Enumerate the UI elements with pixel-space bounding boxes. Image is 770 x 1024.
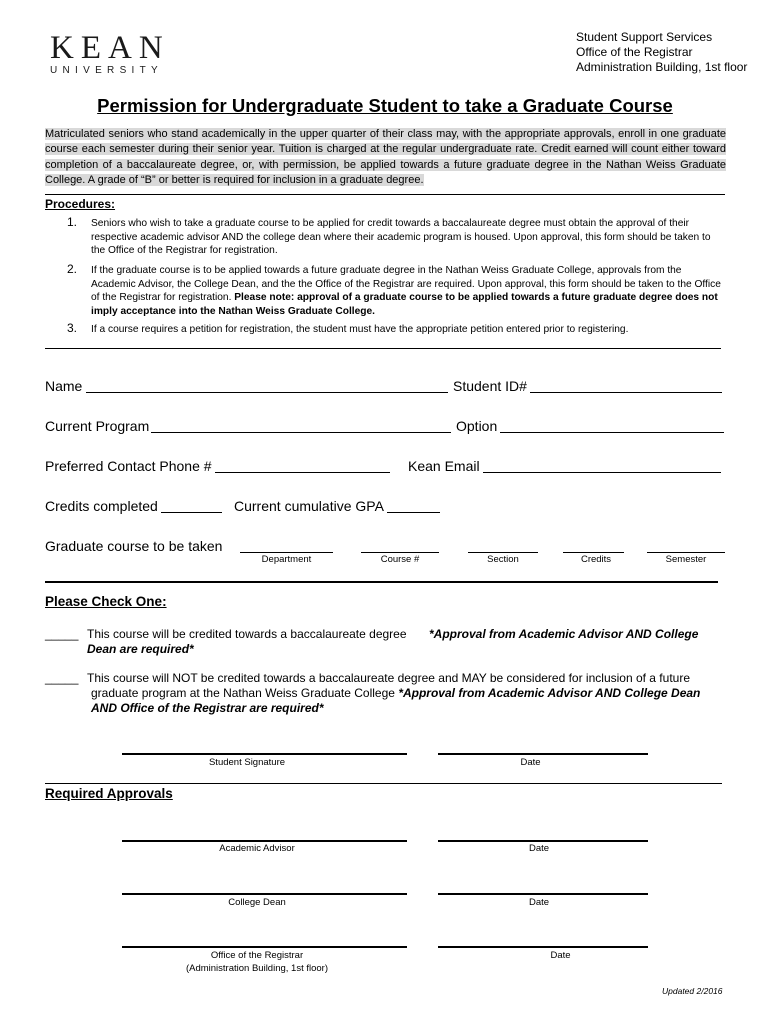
credits-course-field[interactable] bbox=[563, 552, 624, 553]
registrar-location-caption: (Administration Building, 1st floor) bbox=[185, 963, 329, 974]
student-signature-line[interactable] bbox=[122, 753, 407, 755]
course-number-caption: Course # bbox=[380, 554, 420, 565]
student-id-field[interactable] bbox=[530, 392, 722, 393]
student-date-caption: Date bbox=[520, 757, 541, 768]
phone-label: Preferred Contact Phone # bbox=[45, 458, 212, 474]
department-field[interactable] bbox=[240, 552, 333, 553]
email-label: Kean Email bbox=[408, 458, 480, 474]
name-field[interactable] bbox=[86, 392, 448, 393]
advisor-date-line[interactable] bbox=[438, 840, 648, 842]
semester-caption: Semester bbox=[665, 554, 707, 565]
office-line: Office of the Registrar bbox=[576, 45, 693, 59]
credits-caption: Credits bbox=[580, 554, 612, 565]
office-address bbox=[576, 30, 747, 75]
procedure-3-text: If a course requires a petition for registration, the student must have the appropriate petition entered prior to registering. bbox=[91, 324, 629, 335]
procedure-number: 2. bbox=[67, 262, 78, 276]
logo-sub: UNIVERSITY bbox=[50, 65, 164, 76]
kean-logo bbox=[50, 30, 170, 76]
procedure-number: 1. bbox=[67, 215, 78, 229]
department-caption: Department bbox=[261, 554, 312, 565]
procedure-1-text: Seniors who wish to take a graduate course to be applied for credit towards a baccalaureate degree must obtain the approval of their respective academic advisor AND the college dean where their academic program is housed. Upon approval, this form should be taken to the Office of the Registrar for registration. bbox=[91, 218, 711, 256]
advisor-date-caption: Date bbox=[528, 843, 550, 854]
procedures-heading: Procedures: bbox=[45, 197, 116, 211]
section-caption: Section bbox=[487, 554, 519, 565]
option-2-checkbox[interactable]: _____ bbox=[45, 671, 79, 685]
course-number-field[interactable] bbox=[361, 552, 439, 553]
current-program-field[interactable] bbox=[151, 432, 451, 433]
option-1-req: *Approval from Academic Advisor AND College Dean are required* bbox=[87, 627, 699, 656]
procedure-number: 3. bbox=[67, 321, 78, 335]
divider bbox=[45, 194, 725, 195]
option-1-checkbox[interactable]: _____ bbox=[45, 627, 79, 641]
approvals-heading: Required Approvals bbox=[45, 786, 173, 801]
office-line: Student Support Services bbox=[576, 30, 713, 44]
option-2-req: *Approval from Academic Advisor AND College Dean AND Office of the Registrar are required* bbox=[91, 686, 701, 715]
registrar-caption: Office of the Registrar bbox=[210, 950, 304, 961]
registrar-signature-line[interactable] bbox=[122, 946, 407, 948]
option-2-desc: This course will NOT be credited towards a baccalaureate degree and MAY be considered for inclusion of a future graduate program at the Nathan Weiss Graduate College bbox=[87, 671, 690, 700]
registrar-date-caption: Date bbox=[550, 950, 571, 961]
student-id-label: Student ID# bbox=[453, 378, 527, 394]
section-field[interactable] bbox=[468, 552, 538, 553]
grad-course-label: Graduate course to be taken bbox=[45, 538, 223, 554]
name-label: Name bbox=[45, 378, 83, 394]
divider bbox=[45, 581, 718, 583]
updated-date: Updated 2/2016 bbox=[662, 986, 723, 996]
intro-text: Matriculated seniors who stand academically in the upper quarter of their class may, with the appropriate approvals, enroll in one graduate course each semester during their senior year. Tuition is charged at the regular undergraduate rate. Credit earned will count either toward completion of a baccalaureate degree, or, with permission, be applied towards a future graduate degree in the Nathan Weiss Graduate College. A grade of “B” or better is required for inclusion in a graduate degree. bbox=[45, 128, 726, 186]
procedure-2 bbox=[91, 264, 721, 318]
procedure-2-note: Please note: approval of a graduate course to be applied towards a future graduate degree does not imply acceptance into the Nathan Weiss Graduate College. bbox=[91, 292, 718, 317]
gpa-label: Current cumulative GPA bbox=[234, 498, 384, 514]
credits-label: Credits completed bbox=[45, 498, 158, 514]
option-label: Option bbox=[456, 418, 498, 434]
option-field[interactable] bbox=[500, 432, 724, 433]
dean-date-caption: Date bbox=[528, 897, 550, 908]
option-1-requirement bbox=[87, 627, 725, 657]
gpa-field[interactable] bbox=[387, 512, 440, 513]
student-date-line[interactable] bbox=[438, 753, 648, 755]
form-title: Permission for Undergraduate Student to take a Graduate Course bbox=[97, 95, 673, 116]
divider bbox=[45, 348, 721, 349]
advisor-caption: Academic Advisor bbox=[219, 843, 295, 854]
dean-signature-line[interactable] bbox=[122, 893, 407, 895]
semester-field[interactable] bbox=[647, 552, 725, 553]
advisor-signature-line[interactable] bbox=[122, 840, 407, 842]
registrar-date-line[interactable] bbox=[438, 946, 648, 948]
dean-date-line[interactable] bbox=[438, 893, 648, 895]
email-field[interactable] bbox=[483, 472, 721, 473]
procedure-2-text: If the graduate course is to be applied towards a future graduate degree in the Nathan Weiss Graduate College, approvals from the Academic Advisor, the College Dean, and the the Office of the Registrar are required. Upon approval, this form should be taken to the Office of the Registrar for registration. bbox=[91, 265, 721, 303]
divider bbox=[45, 783, 722, 784]
option-1-desc: This course will be credited towards a baccalaureate degree bbox=[87, 627, 407, 641]
option-2-text bbox=[87, 671, 727, 716]
credits-field[interactable] bbox=[161, 512, 222, 513]
intro-paragraph bbox=[45, 127, 726, 188]
student-signature-caption: Student Signature bbox=[208, 757, 286, 768]
office-line: Administration Building, 1st floor bbox=[576, 60, 748, 74]
check-heading: Please Check One: bbox=[45, 594, 167, 609]
logo-name: KEAN bbox=[50, 30, 170, 66]
dean-caption: College Dean bbox=[228, 897, 286, 908]
phone-field[interactable] bbox=[215, 472, 390, 473]
current-program-label: Current Program bbox=[45, 418, 150, 434]
